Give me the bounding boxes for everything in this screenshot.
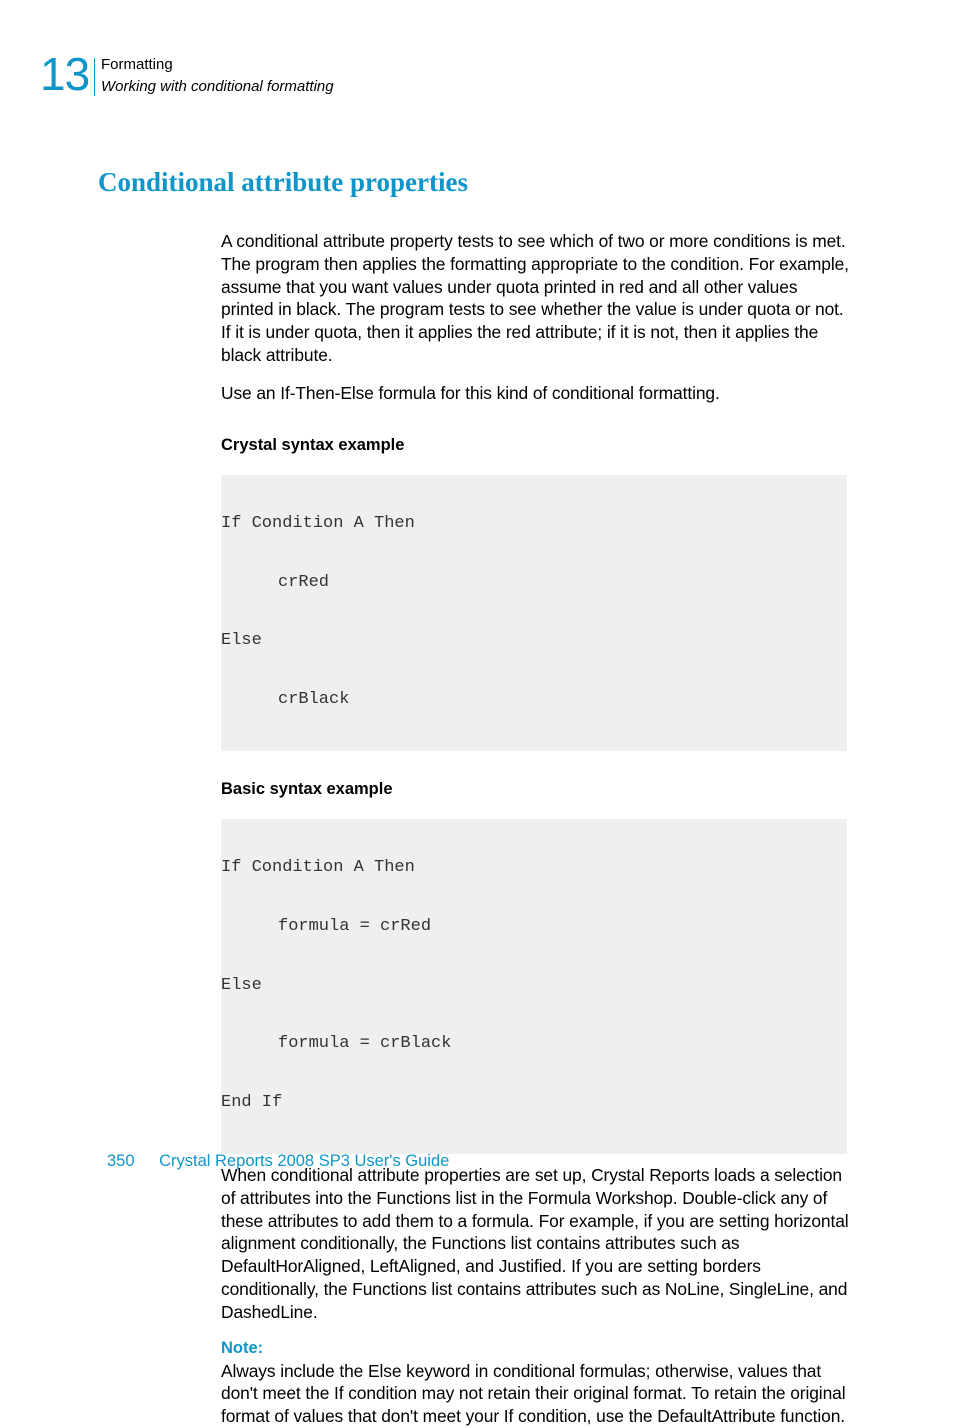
book-title: Crystal Reports 2008 SP3 User's Guide: [159, 1152, 450, 1170]
code-line: Else: [221, 631, 262, 651]
crystal-syntax-heading: Crystal syntax example: [221, 435, 405, 454]
code-line: If Condition A Then: [221, 858, 415, 878]
intro-paragraph: Use an If-Then-Else formula for this kind of conditional formatting.: [221, 382, 720, 403]
code-line: formula = crRed: [278, 916, 432, 936]
basic-syntax-code: [221, 819, 847, 1154]
crystal-syntax-code: [221, 475, 847, 751]
intro-paragraph: A conditional attribute property tests to see which of two or more conditions is met. The program then applies the formatting appropriate to the condition. For example, assume that you want values under quota printed in red and all other values printed in black. The program tests to see whether the value is under quota or not. If it is under quota, then it applies the red attribute; if it is not, then it applies the black attribute.: [221, 231, 849, 365]
running-header-subsection: Working with conditional formatting: [101, 78, 334, 95]
main-content: [221, 230, 851, 1428]
basic-syntax-heading: Basic syntax example: [221, 779, 393, 798]
chapter-divider: [94, 58, 95, 96]
note-label: Note:: [221, 1338, 264, 1357]
page-footer: [107, 1151, 449, 1171]
code-line: End If: [221, 1093, 283, 1113]
code-line: If Condition A Then: [221, 513, 415, 533]
page-number: 350: [107, 1152, 135, 1170]
chapter-number: 13: [40, 48, 90, 100]
code-line: formula = crBlack: [278, 1034, 452, 1054]
functions-paragraph: When conditional attribute properties are set up, Crystal Reports loads a selection of attributes into the Functions list in the Formula Workshop. Double-click any of these attributes to add them to a formula. For example, if you are setting horizontal alignment conditionally, the Functions list contains attributes such as DefaultHorAligned, LeftAligned, and Justified. If you are setting borders conditionally, the Functions list contains attributes such as NoLine, SingleLine, and DashedLine.: [221, 1164, 849, 1322]
page-title: Conditional attribute properties: [98, 167, 468, 197]
note-text: Always include the Else keyword in conditional formulas; otherwise, values that don't meet the If condition may not retain their original format. To retain the original format of values that don't meet your If condition, use the DefaultAttribute function.: [221, 1360, 846, 1427]
code-line: crRed: [278, 572, 330, 592]
code-line: Else: [221, 975, 262, 995]
code-line: crBlack: [278, 690, 350, 710]
running-header-section: Formatting: [101, 56, 173, 73]
